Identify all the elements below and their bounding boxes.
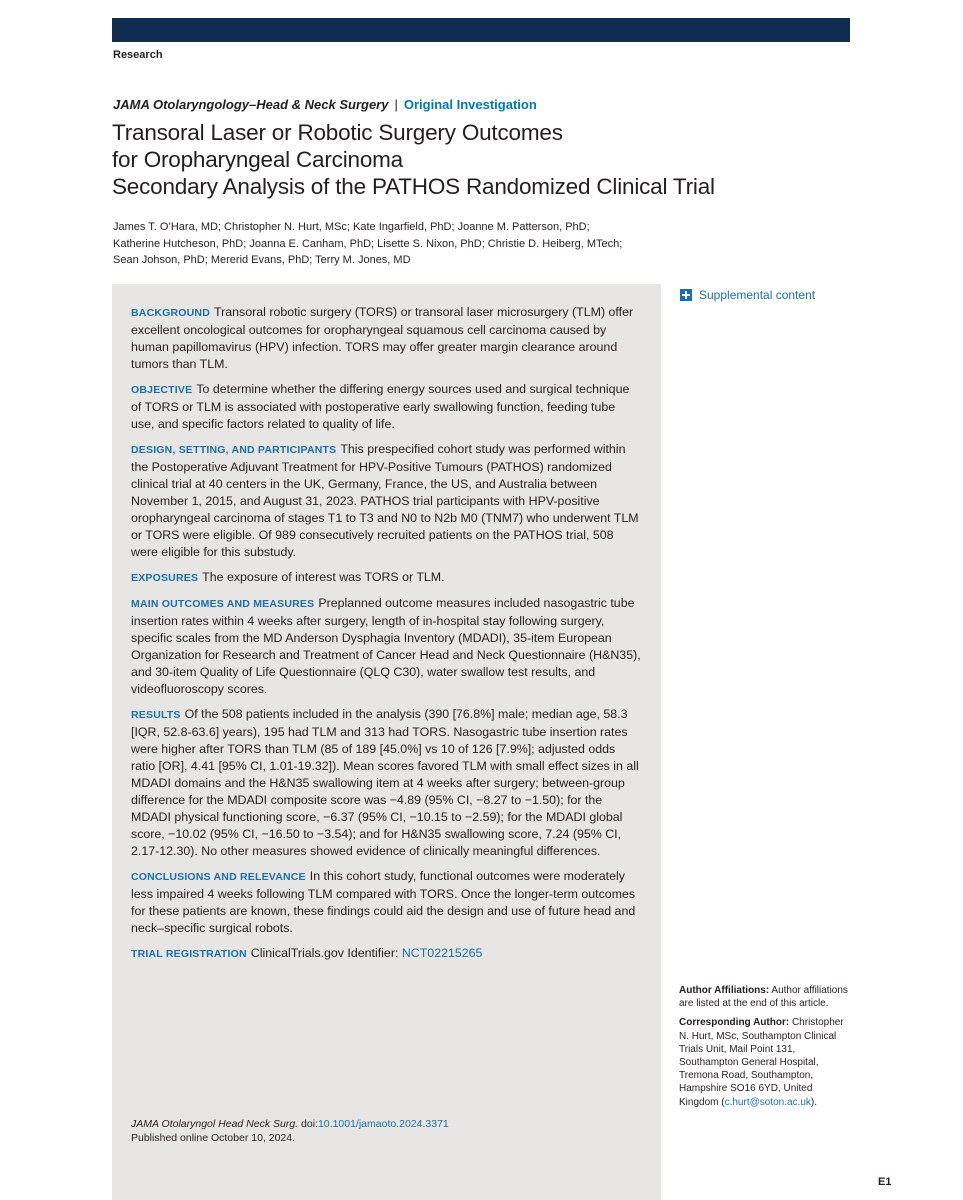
section-heading: CONCLUSIONS AND RELEVANCE: [131, 871, 306, 883]
abstract-registration: [131, 945, 641, 963]
author-affiliations: [679, 984, 854, 1010]
section-text: The exposure of interest was TORS or TLM.: [202, 570, 445, 584]
abstract-outcomes: [131, 595, 641, 698]
section-text: To determine whether the differing energy sources used and surgical technique of TORS or TLM is associated with postoperative early swallowing function, feeding tube use, and specific factors related to quality of life.: [131, 382, 630, 431]
title-line-1: Transoral Laser or Robotic Surgery Outcomes: [112, 120, 563, 145]
doi-link[interactable]: 10.1001/jamaoto.2024.3371: [317, 1118, 449, 1130]
section-text: Of the 508 patients included in the analysis (390 [76.8%] male; median age, 58.3 [IQR, 52.8-63.6] years), 195 had TLM and 313 had TORS. Nasogastric tube insertion rates were higher after TORS than TLM (85 of 189 [45.0%] vs 10 of 126 [7.9%]; adjusted odds ratio [OR], 4.41 [95% CI, 1.01-19.32]). Mean scores favored TLM with small effect sizes in all MDADI domains and the H&N35 swallowing item at 4 weeks after surgery; between-group difference for the MDADI composite score was −4.89 (95% CI, −8.27 to −1.50); for the MDADI physical functioning score, −6.37 (95% CI, −10.15 to −2.59); for the MDADI global score, −10.02 (95% CI, −16.50 to −3.54); and for H&N35 swallowing score, 7.24 (95% CI, 2.17-12.30). No other measures showed evidence of clinically meaningful differences.: [131, 707, 639, 858]
author-line: James T. O’Hara, MD; Christopher N. Hurt, MSc; Kate Ingarfield, PhD; Joanne M. Patterson, PhD;: [113, 221, 590, 233]
section-text: In this cohort study, functional outcomes were moderately less impaired 4 weeks following TLM compared with TORS. Once the longer-term outcomes for these patients are known, these findings could aid the design and use of future head and neck–specific surgical robots.: [131, 869, 636, 935]
abstract-conclusions: [131, 868, 641, 937]
article-title: [112, 119, 752, 200]
doi-prefix: doi:: [301, 1118, 318, 1130]
author-line: Sean Johson, PhD; Mererid Evans, PhD; Terry M. Jones, MD: [113, 254, 411, 266]
article-subtitle: Secondary Analysis of the PATHOS Randomized Clinical Trial: [112, 174, 715, 199]
abstract-box: [112, 284, 661, 1200]
section-heading: DESIGN, SETTING, AND PARTICIPANTS: [131, 444, 337, 456]
affiliations-label: Author Affiliations:: [679, 985, 770, 996]
author-line: Katherine Hutcheson, PhD; Joanna E. Canham, PhD; Lisette S. Nixon, PhD; Christie D. Heiberg, MTech;: [113, 237, 623, 250]
supplemental-content-link[interactable]: [680, 288, 815, 302]
article-type[interactable]: Original Investigation: [403, 97, 537, 112]
citation: [131, 1117, 601, 1145]
header-bar: [112, 18, 850, 42]
published-date: Published online October 10, 2024.: [131, 1132, 296, 1144]
abstract-design: [131, 441, 641, 561]
supplemental-label: Supplemental content: [699, 288, 816, 302]
section-heading: MAIN OUTCOMES AND MEASURES: [131, 598, 315, 610]
trial-id-link[interactable]: NCT02215265: [401, 946, 483, 960]
email-link[interactable]: c.hurt@soton.ac.uk: [724, 1096, 811, 1108]
section-heading: TRIAL REGISTRATION: [131, 948, 247, 960]
separator: |: [394, 97, 398, 112]
title-line-2: for Oropharyngeal Carcinoma: [112, 147, 403, 172]
corresponding-author: [679, 1016, 854, 1108]
section-label: Research: [113, 49, 163, 61]
page-number: E1: [878, 1176, 892, 1188]
journal-name: JAMA Otolaryngology–Head & Neck Surgery: [113, 97, 389, 112]
abstract-objective: [131, 381, 641, 433]
abstract-exposures: [131, 569, 641, 587]
email-paren-open: (: [721, 1096, 725, 1108]
journal-abbrev: JAMA Otolaryngol Head Neck Surg.: [131, 1118, 299, 1130]
section-heading: RESULTS: [131, 709, 181, 721]
section-text: Preplanned outcome measures included nasogastric tube insertion rates within 4 weeks after surgery, length of in-hospital stay following surgery, specific scales from the MD Anderson Dysphagia Inventory (MDADI), 35-item European Organization for Research and Treatment of Cancer Head and Neck Questionnaire (H&N35), and 30-item Quality of Life Questionnaire (QLQ C30), water swallow test results, and videofluoroscopy scores.: [131, 596, 641, 696]
author-list: [113, 219, 633, 269]
email-paren-close: ).: [810, 1096, 818, 1108]
corresponding-text: Christopher N. Hurt, MSc, Southampton Clinical Trials Unit, Mail Point 131, Southampton General Hospital, Tremona Road, Southampton, Hampshire SO16 6YD, United Kingdom: [679, 1017, 844, 1108]
abstract-content: [131, 304, 641, 971]
section-heading: OBJECTIVE: [131, 384, 193, 396]
side-notes: [679, 984, 854, 1115]
journal-line: [113, 97, 537, 112]
affiliations-text: Author affiliations are listed at the end of this article.: [679, 985, 848, 1010]
section-text: This prespecified cohort study was performed within the Postoperative Adjuvant Treatment for HPV-Positive Tumours (PATHOS) randomized clinical trial at 40 centers in the UK, Germany, France, the US, and Australia between November 1, 2015, and August 31, 2023. PATHOS trial participants with HPV-positive oropharyngeal carcinoma of stages T1 to T3 and N0 to N2b M0 (TNM7) who underwent TLM or TORS were eligible. Of 989 consecutively recruited patients on the PATHOS trial, 508 were eligible for this substudy.: [131, 442, 639, 559]
section-text: ClinicalTrials.gov Identifier:: [250, 946, 399, 960]
corresponding-label: Corresponding Author:: [679, 1017, 790, 1029]
plus-icon: [680, 289, 692, 301]
section-heading: EXPOSURES: [131, 572, 199, 584]
abstract-results: [131, 706, 641, 860]
abstract-background: [131, 304, 641, 373]
section-text: Transoral robotic surgery (TORS) or transoral laser microsurgery (TLM) offer excellent oncological outcomes for oropharyngeal squamous cell carcinoma caused by human papillomavirus (HPV) infection. TORS may offer greater margin clearance around tumors than TLM.: [131, 305, 634, 371]
section-heading: BACKGROUND: [131, 307, 210, 319]
